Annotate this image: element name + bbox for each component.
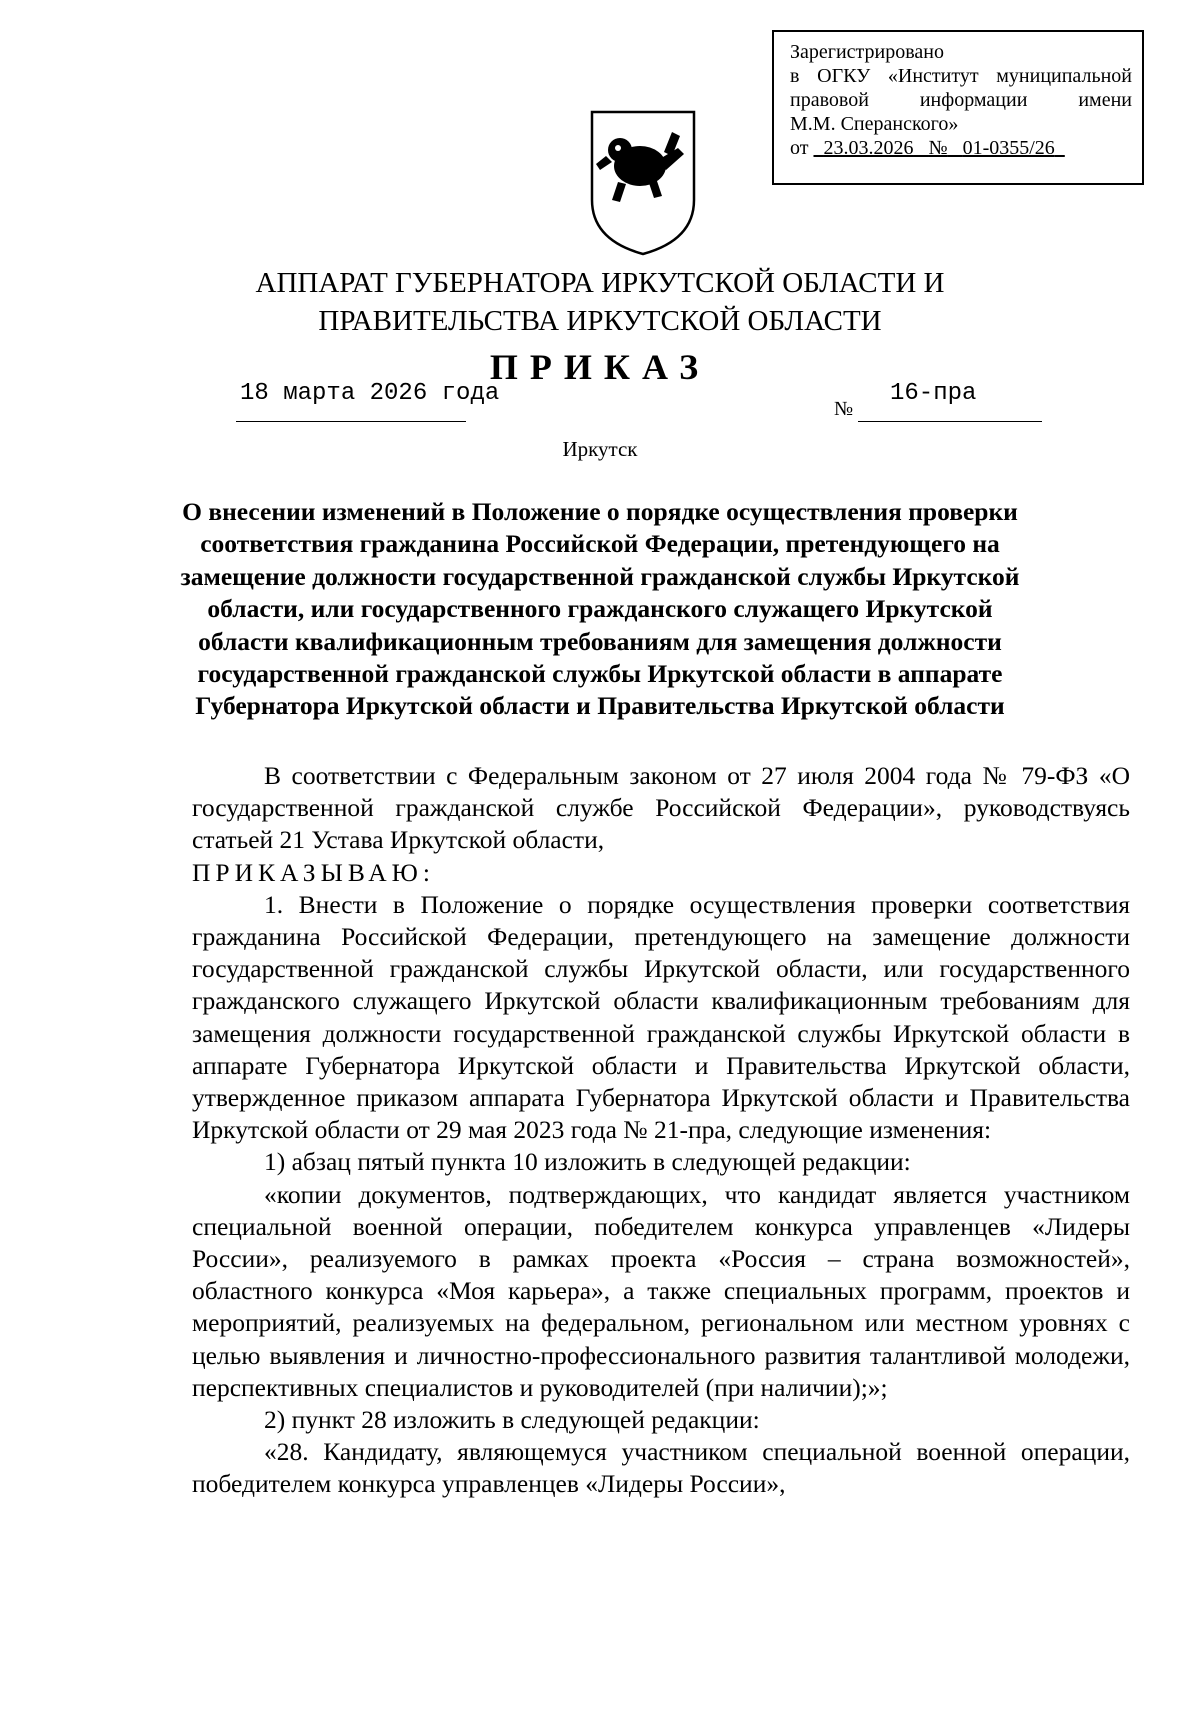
irkutsk-coat-of-arms-icon	[588, 108, 698, 258]
heading-line: О внесении изменений в Положение о порядке осуществления проверки	[182, 497, 1018, 526]
order-number-underline	[858, 421, 1042, 422]
heading-line: области, или государственного гражданского служащего Иркутской	[207, 594, 993, 624]
order-body	[192, 760, 1130, 1501]
heading-line: соответствия гражданина Российской Федерации, претендующего на	[200, 529, 1000, 559]
order-date: 18 марта 2026 года	[240, 380, 500, 407]
order-directive: ПРИКАЗЫВАЮ:	[192, 857, 435, 887]
registration-date-prefix: от	[790, 137, 809, 159]
heading-line: области квалификационным требованиям для замещения должности	[198, 626, 1002, 656]
order-heading	[170, 496, 1030, 723]
agency-line-1: АППАРАТ ГУБЕРНАТОРА ИРКУТСКОЙ ОБЛАСТИ И	[255, 267, 945, 299]
preamble-paragraph: В соответствии с Федеральным законом от 27 июля 2004 года № 79-ФЗ «О государственной гражданской службе Российской Федерации», руководствуясь статьей 21 Устава Иркутской области,	[192, 761, 1130, 855]
order-number-sign: №	[834, 398, 854, 420]
registration-line-4: М.М. Сперанского»	[790, 113, 959, 135]
amendment-28-paragraph: «28. Кандидату, являющемуся участником специальной военной операции, победителем конкурса управленцев «Лидеры России»,	[192, 1437, 1130, 1499]
registration-line-3: правовой информации имени	[790, 89, 1132, 111]
heading-line: государственной гражданской службы Иркутской области в аппарате	[197, 659, 1003, 689]
order-number: 16-пра	[890, 380, 977, 407]
order-date-underline	[236, 421, 466, 422]
agency-line-2: ПРАВИТЕЛЬСТВА ИРКУТСКОЙ ОБЛАСТИ	[318, 305, 882, 337]
registration-line-2: в ОГКУ «Институт муниципальной	[790, 65, 1132, 87]
order-title: ПРИКАЗ	[489, 347, 711, 387]
registration-number: 01-0355/26	[962, 137, 1055, 159]
subitem-2-paragraph: 2) пункт 28 изложить в следующей редакции:	[264, 1405, 760, 1435]
subitem-1-paragraph: 1) абзац пятый пункта 10 изложить в следующей редакции:	[264, 1147, 911, 1177]
heading-line: Губернатора Иркутской области и Правительства Иркутской области	[195, 691, 1005, 721]
registration-number-sign: №	[928, 137, 948, 159]
agency-name	[0, 264, 1200, 340]
registration-date: 23.03.2026	[823, 137, 914, 159]
amendment-quote-paragraph: «копии документов, подтверждающих, что кандидат является участником специальной военной операции, победителем конкурса управленцев «Лидеры России», реализуемого в рамках проекта «Россия – страна возможностей», областного конкурса «Моя карьера», а также специальных программ, проектов и мероприятий, реализуемых на федеральном, региональном или местном уровнях с целью выявления и личностно-профессионального развития талантливой молодежи, перспективных специалистов и руководителей (при наличии);»;	[192, 1179, 1130, 1402]
registration-date-row	[790, 136, 1132, 160]
item-1-paragraph: 1. Внести в Положение о порядке осуществления проверки соответствия гражданина Российской Федерации, претендующего на замещение должности государственной гражданской службы Иркутской области, или государственного гражданского служащего Иркутской области квалификационным требованиям для замещения должности государственной гражданской службы Иркутской области в аппарате Губернатора Иркутской области и Правительства Иркутской области, утвержденное приказом аппарата Губернатора Иркутской области и Правительства Иркутской области от 29 мая 2023 года № 21-пра, следующие изменения:	[192, 889, 1130, 1145]
registration-line-1: Зарегистрировано	[790, 41, 945, 63]
registration-stamp	[772, 30, 1144, 185]
heading-line: замещение должности государственной гражданской службы Иркутской	[180, 561, 1020, 591]
order-city: Иркутск	[562, 437, 638, 461]
